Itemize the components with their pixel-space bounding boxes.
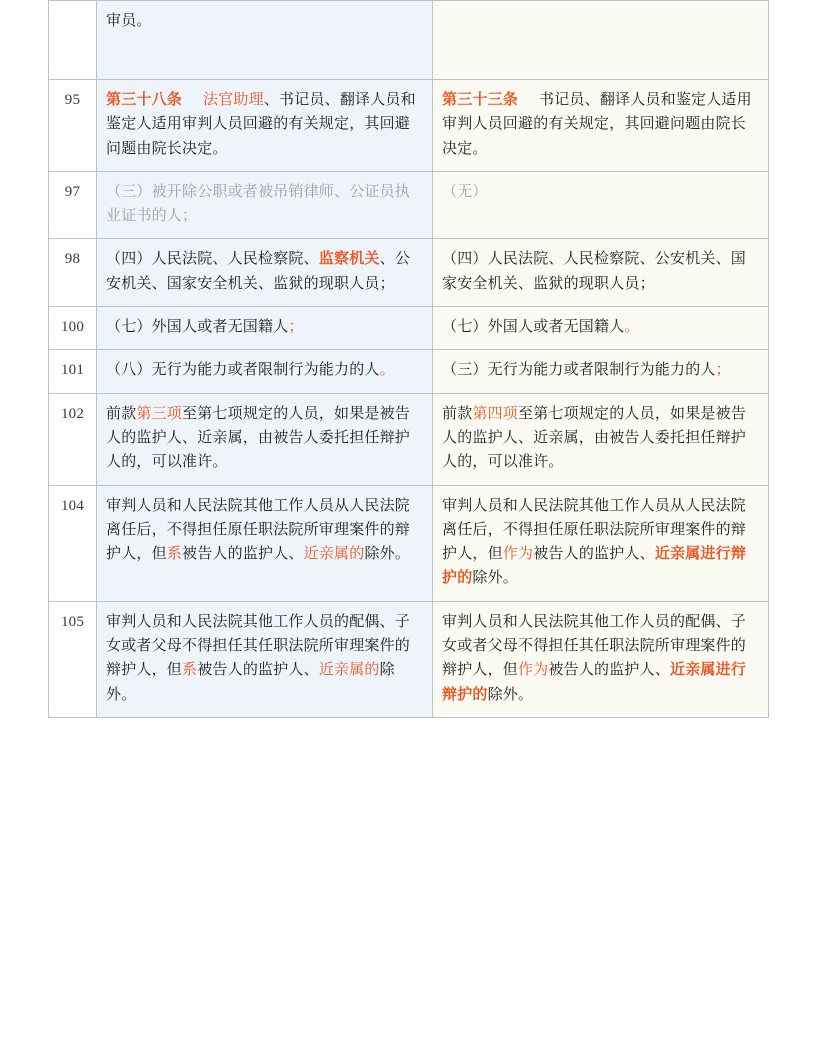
text-run: 。: [624, 319, 640, 336]
text-run: （七）外国人或者无国籍人: [442, 319, 625, 336]
text-run: 近亲属进行辩护的: [442, 662, 747, 703]
new-text-cell: [97, 601, 433, 717]
old-text-cell: [433, 171, 769, 239]
text-run: 除外。: [106, 662, 395, 703]
text-run: 被告人的监护人、: [533, 546, 655, 563]
text-run: （四）人民法院、人民检察院、公安机关、国家安全机关、监狱的现职人员；: [442, 251, 747, 292]
text-run: ；: [715, 362, 731, 379]
table-row: [49, 307, 769, 350]
text-run: 法官助理: [203, 92, 264, 108]
text-run: 第四项: [472, 405, 519, 422]
text-run: 至第七项规定的人员，如果是被告人的监护人、近亲属，由被告人委托担任辩护人的，可以准许。: [442, 405, 747, 471]
text-run: 第三项: [136, 405, 183, 422]
text-run: 、公安机关、国家安全机关、监狱的现职人员；: [106, 251, 411, 292]
table-row: [49, 393, 769, 485]
text-run: 被告人的监护人、: [182, 546, 304, 563]
text-run: 除外。: [487, 686, 534, 703]
row-number: [49, 1, 97, 80]
text-run: 除外。: [472, 570, 519, 587]
table-row: [49, 350, 769, 393]
text-run: 被告人的监护人、: [197, 662, 319, 679]
new-text-cell: [97, 485, 433, 601]
table-row: [49, 239, 769, 307]
text-run: 近亲属的: [318, 662, 380, 679]
text-run: 第三十八条: [106, 92, 183, 108]
text-run: 系: [182, 662, 198, 679]
new-text-cell: [97, 350, 433, 393]
table-body: [49, 1, 769, 718]
text-run: 前款: [442, 405, 473, 422]
row-number: 101: [49, 350, 97, 393]
text-run: 系: [166, 546, 183, 563]
new-text-cell: [97, 393, 433, 485]
text-run: 近亲属的: [303, 546, 365, 563]
table-row: [49, 171, 769, 239]
text-run: 被告人的监护人、: [548, 662, 671, 679]
new-text-cell: [97, 307, 433, 350]
old-text-cell: [433, 239, 769, 307]
row-number: 98: [49, 239, 97, 307]
old-text-cell: [433, 1, 769, 80]
old-text-cell: [433, 393, 769, 485]
text-run: 书记员、翻译人员和鉴定人适用审判人员回避的有关规定，其回避问题由院长决定。: [442, 92, 752, 157]
new-text-cell: [97, 1, 433, 80]
text-run: （八）无行为能力或者限制行为能力的人: [106, 362, 380, 379]
row-number: 104: [49, 485, 97, 601]
text-run: ；: [288, 319, 304, 336]
text-run: 审判人员和人民法院其他工作人员从人民法院离任后，不得担任原任职法院所审理案件的辩护人，但: [442, 497, 747, 563]
text-run: 第三十三条: [442, 92, 519, 108]
text-run: 审判人员和人民法院其他工作人员从人民法院离任后，不得担任原任职法院所审理案件的辩护人，但: [106, 497, 411, 563]
text-run: 至第七项规定的人员，如果是被告人的监护人、近亲属，由被告人委托担任辩护人的，可以准许。: [106, 405, 411, 471]
text-run: 审员。: [106, 13, 152, 29]
new-text-cell: [97, 239, 433, 307]
text-run: （三）无行为能力或者限制行为能力的人: [442, 362, 716, 379]
text-run: （四）人民法院、人民检察院、: [106, 251, 319, 268]
new-text-cell: [97, 171, 433, 239]
comparison-table: [48, 0, 769, 718]
text-run: （三）被开除公职或者被吊销律师、公证员执业证书的人；: [106, 183, 411, 225]
text-run: 审判人员和人民法院其他工作人员的配偶、子女或者父母不得担任其任职法院所审理案件的辩护人，但: [442, 613, 747, 679]
old-text-cell: [433, 601, 769, 717]
text-run: 前款: [106, 405, 137, 422]
table-row: [49, 1, 769, 80]
text-run: 。: [379, 362, 395, 379]
text-run: 近亲属进行辩护的: [442, 546, 747, 587]
text-run: 审判人员和人民法院其他工作人员的配偶、子女或者父母不得担任其任职法院所审理案件的辩护人，但: [106, 613, 411, 679]
table-row: [49, 80, 769, 172]
text-run: 、书记员、翻译人员和鉴定人适用审判人员回避的有关规定，其回避问题由院长决定。: [106, 92, 416, 157]
row-number: 97: [49, 171, 97, 239]
text-run: 除外。: [364, 546, 411, 563]
old-text-cell: [433, 350, 769, 393]
row-number: 105: [49, 601, 97, 717]
old-text-cell: [433, 80, 769, 172]
row-number: 102: [49, 393, 97, 485]
text-run: （七）外国人或者无国籍人: [106, 319, 289, 336]
row-number: 100: [49, 307, 97, 350]
old-text-cell: [433, 485, 769, 601]
text-run: 作为: [502, 546, 534, 563]
old-text-cell: [433, 307, 769, 350]
new-text-cell: [97, 80, 433, 172]
text-run: 监察机关: [318, 251, 380, 268]
text-run: （无）: [442, 183, 488, 200]
text-run: 作为: [518, 662, 549, 679]
table-row: [49, 601, 769, 717]
row-number: 95: [49, 80, 97, 172]
table-row: [49, 485, 769, 601]
